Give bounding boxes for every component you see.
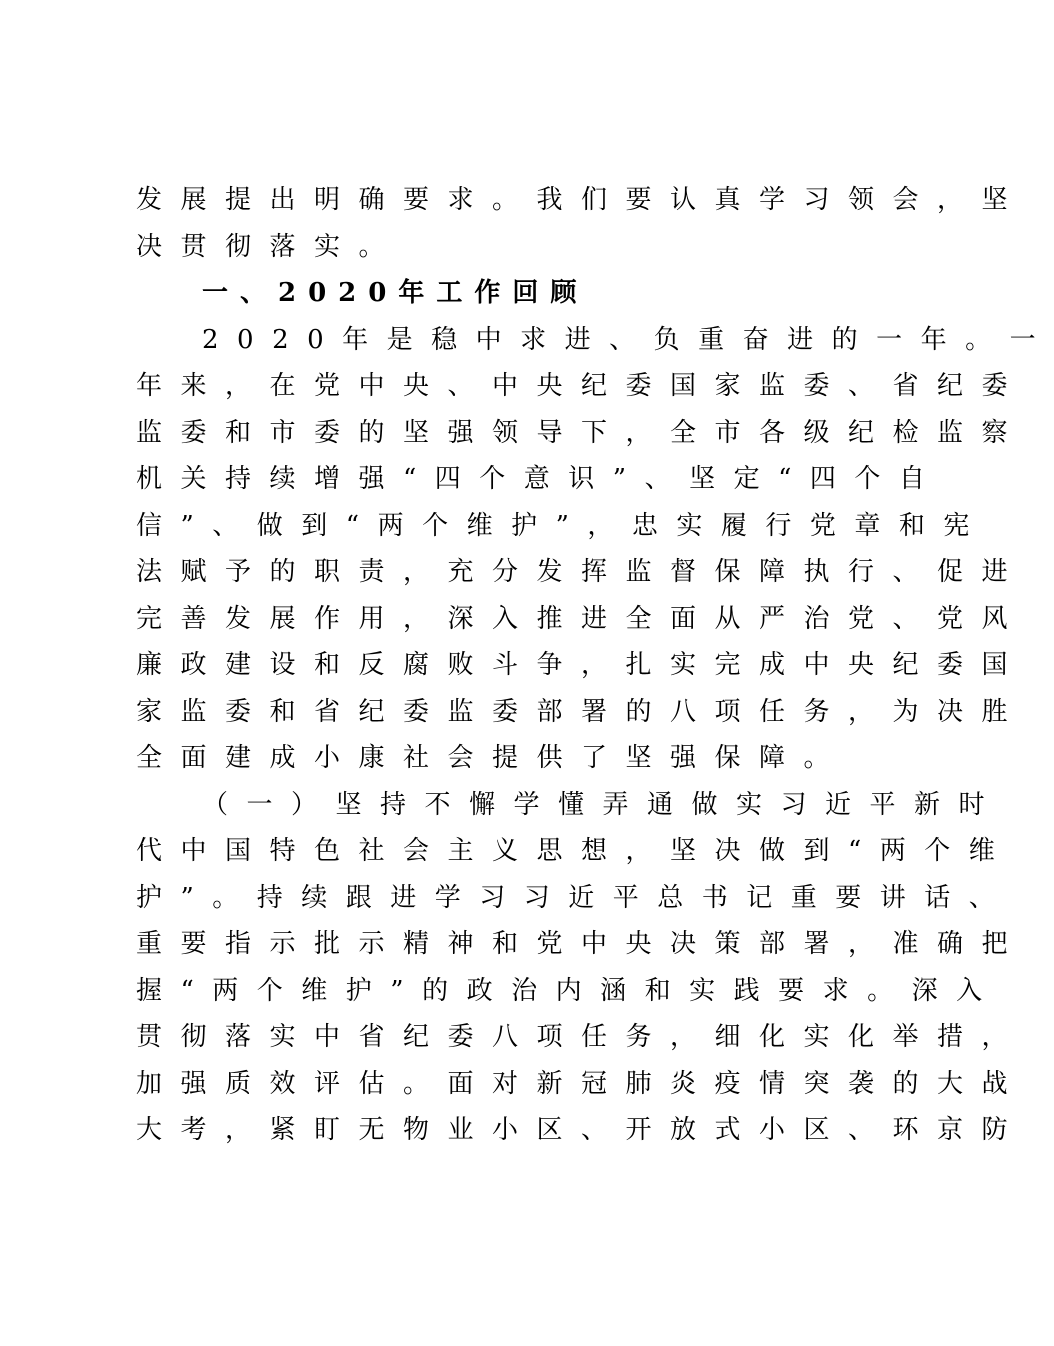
body-line: 信”、做到“两个维护”，忠实履行党章和宪 bbox=[136, 510, 988, 541]
body-line: 完善发展作用，深入推进全面从严治党、党风 bbox=[136, 603, 1027, 634]
section-heading: 一、2020年工作回顾 bbox=[202, 278, 589, 308]
paragraph-first-line: 2020年是稳中求进、负重奋进的一年。一 bbox=[202, 324, 1054, 355]
body-line: 加强质效评估。面对新冠肺炎疫情突袭的大战 bbox=[136, 1068, 1027, 1099]
body-line: 家监委和省纪委监委部署的八项任务，为决胜 bbox=[136, 696, 1027, 727]
body-line: 年来，在党中央、中央纪委国家监委、省纪委 bbox=[136, 371, 1027, 401]
body-line: 监委和市委的坚强领导下，全市各级纪检监察 bbox=[136, 417, 1027, 448]
paragraph-first-line: （一）坚持不懈学懂弄通做实习近平新时 bbox=[202, 789, 1004, 820]
body-line: 全面建成小康社会提供了坚强保障。 bbox=[136, 743, 849, 773]
document-body bbox=[136, 177, 1054, 1154]
body-line: 代中国特色社会主义思想，坚决做到“两个维 bbox=[136, 836, 1014, 866]
body-line: 发展提出明确要求。我们要认真学习领会，坚 bbox=[136, 185, 1027, 215]
body-line: 大考，紧盯无物业小区、开放式小区、环京防 bbox=[136, 1115, 1027, 1145]
body-line: 决贯彻落实。 bbox=[136, 231, 404, 262]
body-line: 握“两个维护”的政治内涵和实践要求。深入 bbox=[136, 975, 1001, 1006]
body-line: 贯彻落实中省纪委八项任务，细化实化举措， bbox=[136, 1022, 1027, 1052]
body-line: 廉政建设和反腐败斗争，扎实完成中央纪委国 bbox=[136, 650, 1027, 680]
body-line: 护”。持续跟进学习习近平总书记重要讲话、 bbox=[136, 882, 1014, 913]
body-line: 重要指示批示精神和党中央决策部署，准确把 bbox=[136, 929, 1027, 959]
body-line: 机关持续增强“四个意识”、坚定“四个自 bbox=[136, 464, 944, 494]
body-line: 法赋予的职责，充分发挥监督保障执行、促进 bbox=[136, 557, 1027, 587]
